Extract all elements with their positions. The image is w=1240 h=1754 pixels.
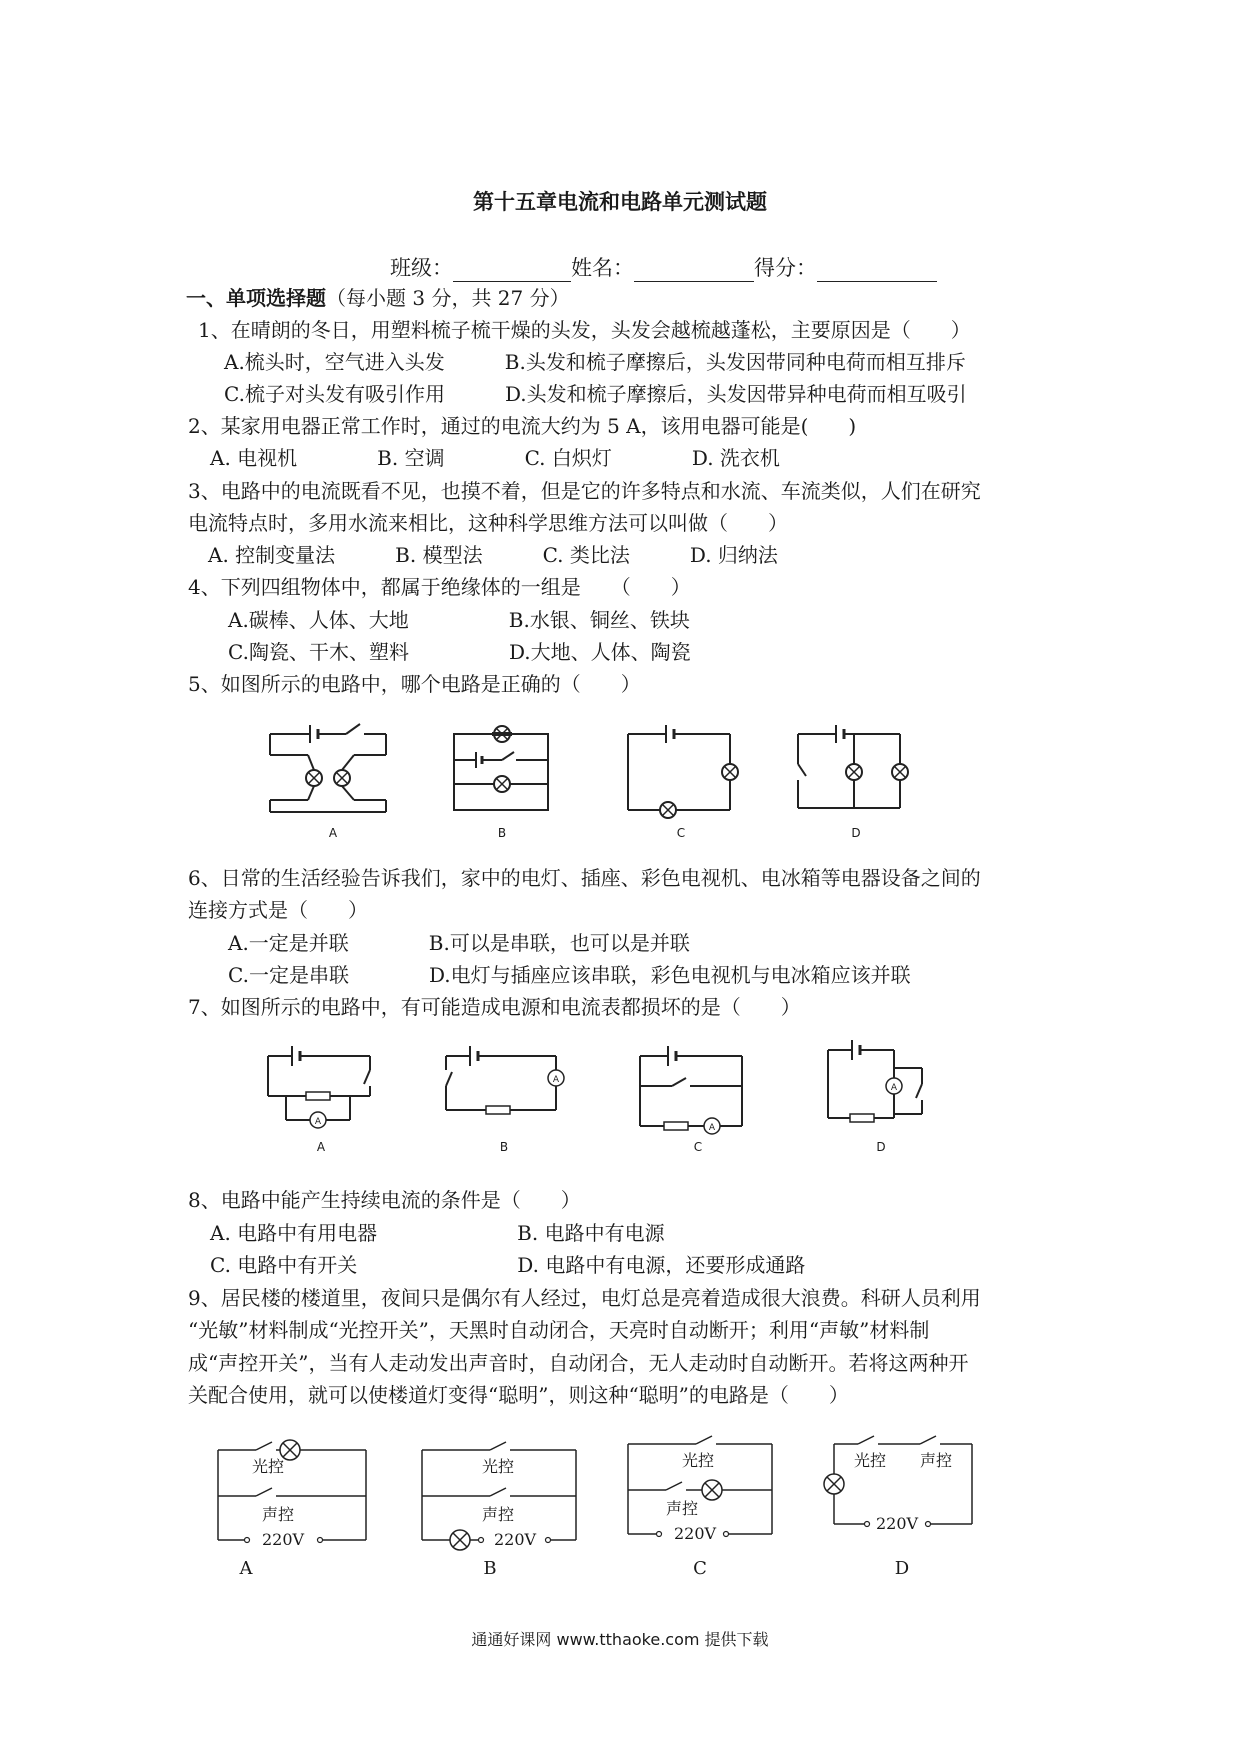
section-title: 一、单项选择题	[186, 286, 326, 310]
q9-label-c: C	[693, 1558, 707, 1579]
q9c-light-label: 光控	[682, 1451, 715, 1470]
question-7: 7、如图所示的电路中，有可能造成电源和电流表都损坏的是（ ）	[188, 995, 801, 1019]
question-3: 3、电路中的电流既看不见，也摸不着，但是它的许多特点和水流、车流类似，人们在研究	[188, 479, 981, 503]
score-blank[interactable]	[817, 259, 937, 282]
q9-label-d: D	[894, 1558, 910, 1579]
question-1: 1、在晴朗的冬日，用塑料梳子梳干燥的头发，头发会越梳越蓬松，主要原因是（ ）	[198, 318, 971, 342]
q9-label-a: A	[239, 1558, 253, 1579]
name-label: 姓名：	[571, 256, 634, 280]
svg-text:A: A	[890, 1083, 898, 1093]
q7-label-d: D	[876, 1140, 886, 1154]
question-9-cont-3: 关配合使用，就可以使楼道灯变得“聪明”，则这种“聪明”的电路是（ ）	[188, 1383, 849, 1407]
q5-circuit-b[interactable]	[452, 720, 552, 842]
q9b-voltage-label: 220V	[494, 1530, 537, 1549]
q9-circuit-c[interactable]	[626, 1424, 786, 1579]
q9b-light-label: 光控	[482, 1457, 515, 1476]
question-2: 2、某家用电器正常工作时，通过的电流大约为 5 A，该用电器可能是( )	[188, 414, 857, 438]
question-4: 4、下列四组物体中，都属于绝缘体的一组是 （ ）	[188, 575, 691, 599]
student-info-row	[390, 252, 937, 282]
score-label: 得分：	[754, 256, 817, 280]
q8-options-ab: A. 电路中有用电器 B. 电路中有电源	[210, 1221, 665, 1245]
q9d-sound-label: 声控	[920, 1451, 953, 1470]
q9a-voltage-label: 220V	[262, 1530, 305, 1549]
section-note: （每小题 3 分，共 27 分）	[326, 286, 570, 310]
q5-label-d: D	[851, 826, 861, 840]
q9-circuit-d[interactable]	[824, 1424, 984, 1579]
svg-text:A: A	[314, 1117, 322, 1127]
q7-label-a: A	[316, 1140, 326, 1154]
q5-circuit-a[interactable]	[268, 720, 398, 842]
q9-circuit-a[interactable]	[216, 1430, 376, 1580]
q7-circuit-d[interactable]	[826, 1040, 936, 1158]
q4-options-ab: A.碳棒、人体、大地 B.水银、铜丝、铁块	[228, 608, 690, 632]
q1-options-cd: C.梳子对头发有吸引作用 D.头发和梳子摩擦后，头发因带异种电荷而相互吸引	[224, 382, 967, 406]
q7-circuit-b[interactable]	[444, 1040, 564, 1158]
question-8: 8、电路中能产生持续电流的条件是（ ）	[188, 1188, 581, 1212]
question-6-cont: 连接方式是（ ）	[188, 898, 368, 922]
q9c-voltage-label: 220V	[674, 1524, 717, 1543]
q9a-light-label: 光控	[252, 1457, 285, 1476]
q9-circuit-b[interactable]	[420, 1430, 580, 1580]
q2-options: A. 电视机 B. 空调 C. 白炽灯 D. 洗衣机	[210, 446, 780, 470]
question-9-cont-2: 成“声控开关”，当有人走动发出声音时，自动闭合，无人走动时自动断开。若将这两种开	[188, 1351, 969, 1375]
class-label: 班级：	[390, 256, 453, 280]
q9d-light-label: 光控	[854, 1451, 887, 1470]
q5-circuit-c[interactable]	[626, 720, 736, 842]
q8-options-cd: C. 电路中有开关 D. 电路中有电源，还要形成通路	[210, 1253, 806, 1277]
q9d-voltage-label: 220V	[876, 1514, 919, 1533]
question-6: 6、日常的生活经验告诉我们，家中的电灯、插座、彩色电视机、电冰箱等电器设备之间的	[188, 866, 981, 890]
question-5: 5、如图所示的电路中，哪个电路是正确的（ ）	[188, 672, 641, 696]
question-9: 9、居民楼的楼道里，夜间只是偶尔有人经过，电灯总是亮着造成很大浪费。科研人员利用	[188, 1286, 981, 1310]
class-blank[interactable]	[453, 259, 571, 282]
q9-label-b: B	[483, 1558, 497, 1579]
q5-circuit-d[interactable]	[796, 720, 916, 842]
footer-text: 通通好课网 www.tthaoke.com 提供下载	[471, 1630, 769, 1649]
q7-circuit-c[interactable]	[638, 1040, 758, 1158]
q5-label-b: B	[497, 826, 507, 840]
q7-label-c: C	[693, 1140, 703, 1154]
q3-options: A. 控制变量法 B. 模型法 C. 类比法 D. 归纳法	[208, 543, 778, 567]
q4-options-cd: C.陶瓷、干木、塑料 D.大地、人体、陶瓷	[228, 640, 691, 664]
q9c-sound-label: 声控	[666, 1499, 699, 1518]
q6-options-cd: C.一定是串联 D.电灯与插座应该串联，彩色电视机与电冰箱应该并联	[228, 963, 911, 987]
question-3-cont: 电流特点时，多用水流来相比，这种科学思维方法可以叫做（ ）	[188, 511, 788, 535]
svg-text:A: A	[552, 1075, 560, 1085]
question-9-cont-1: “光敏”材料制成“光控开关”，天黑时自动闭合，天亮时自动断开；利用“声敏”材料制	[188, 1318, 930, 1342]
q7-label-b: B	[499, 1140, 509, 1154]
page-title: 第十五章电流和电路单元测试题	[473, 189, 767, 214]
q5-label-c: C	[676, 826, 686, 840]
svg-text:A: A	[708, 1123, 716, 1133]
q9a-sound-label: 声控	[262, 1505, 295, 1524]
section-heading	[186, 286, 570, 310]
q7-circuit-a[interactable]	[266, 1040, 376, 1158]
q9b-sound-label: 声控	[482, 1505, 515, 1524]
q5-label-a: A	[328, 826, 338, 840]
q6-options-ab: A.一定是并联 B.可以是串联，也可以是并联	[228, 931, 690, 955]
name-blank[interactable]	[634, 259, 754, 282]
q1-options-ab: A.梳头时，空气进入头发 B.头发和梳子摩擦后，头发因带同种电荷而相互排斥	[224, 350, 966, 374]
